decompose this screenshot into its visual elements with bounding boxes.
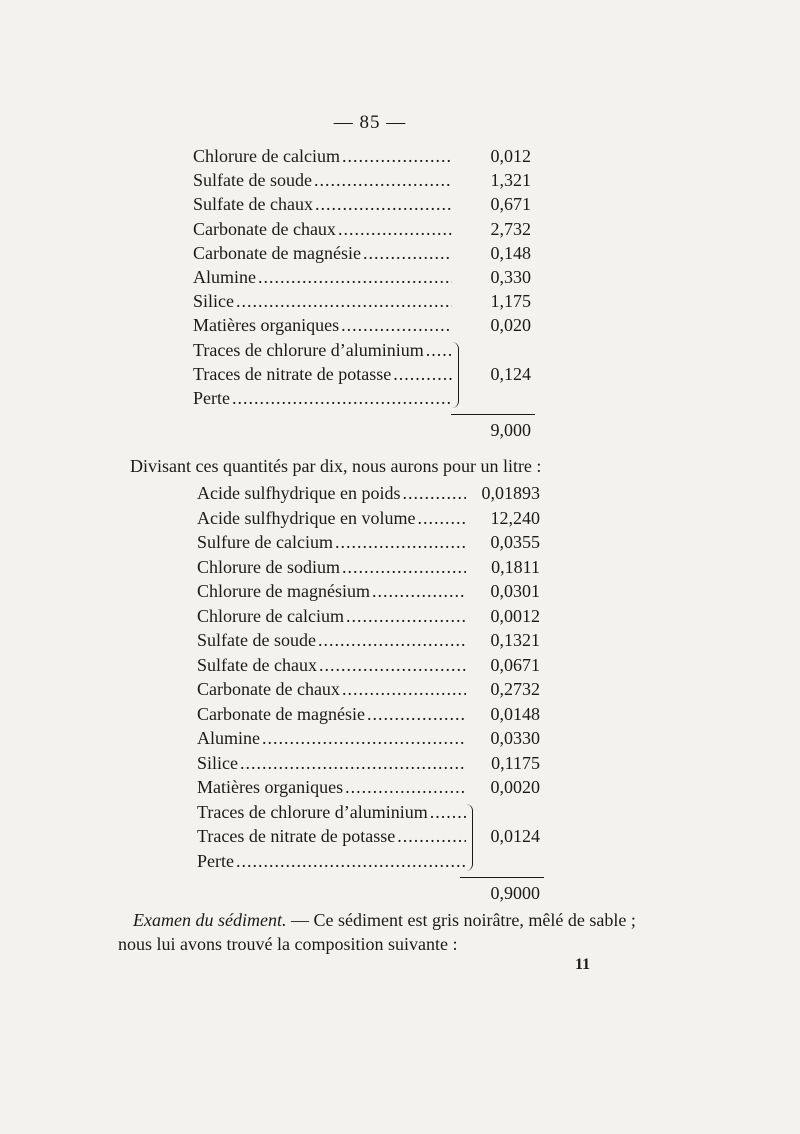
row-value: 0,1321 (490, 630, 540, 650)
table-row (193, 241, 456, 265)
row-label: Traces de nitrate de potasse (197, 826, 396, 846)
row-label: Carbonate de chaux (197, 679, 340, 699)
row-label: Sulfate de soude (197, 630, 316, 650)
row-label: Carbonate de chaux (193, 218, 336, 239)
row-label: Carbonate de magnésie (197, 703, 365, 724)
traces-value: 0,0124 (490, 826, 540, 846)
table-row (197, 800, 470, 824)
row-value: 0,0355 (490, 532, 540, 552)
row-label: Chlorure de calcium (193, 146, 340, 166)
row-label: Matières organiques (193, 315, 340, 336)
row-value: 0,0330 (490, 728, 540, 748)
row-value: 0,148 (490, 242, 531, 263)
row-value: 0,671 (490, 194, 531, 215)
table-row (197, 849, 470, 873)
leader-dots (232, 386, 452, 410)
row-label: Alumine (193, 267, 256, 287)
total-value: 9,000 (490, 420, 531, 441)
row-label: Sulfate de chaux (193, 194, 313, 215)
table-row (193, 289, 456, 313)
row-value: 0,0671 (490, 654, 540, 675)
row-value: 0,0020 (490, 777, 540, 797)
row-value: 2,732 (490, 218, 531, 239)
leader-dots (426, 338, 452, 362)
total-rule (451, 414, 535, 415)
row-value: 0,330 (490, 267, 531, 287)
traces-value: 0,124 (490, 363, 531, 384)
row-label: Traces de chlorure d’aluminium (197, 801, 428, 822)
row-value: 1,175 (490, 291, 531, 312)
row-label: Perte (193, 388, 230, 408)
row-label: Acide sulfhydrique en volume (197, 507, 416, 528)
row-value: 0,0012 (490, 605, 540, 626)
sediment-text: — Ce sédiment est gris noirâtre, mêlé de sable ; (290, 910, 636, 930)
table-row (193, 144, 456, 168)
table-row (193, 386, 456, 410)
row-value: 0,0301 (490, 581, 540, 601)
table-row (193, 313, 456, 337)
leader-dots (236, 849, 466, 873)
row-label: Matières organiques (197, 777, 344, 797)
row-value: 0,1811 (491, 556, 540, 577)
row-value: 0,1175 (491, 752, 540, 773)
leader-dots (236, 289, 452, 313)
page-number: — 85 — (333, 112, 407, 133)
row-label: Silice (197, 752, 238, 773)
row-value: 0,2732 (490, 679, 540, 699)
row-value: 0,0148 (490, 703, 540, 724)
sediment-paragraph-line-2: nous lui avons trouvé la composition suivante : (118, 934, 458, 954)
row-label: Silice (193, 291, 234, 312)
row-label: Sulfate de soude (193, 170, 312, 191)
signature-mark: 11 (575, 956, 591, 973)
leader-dots (430, 800, 466, 824)
table-row (193, 338, 456, 362)
row-label: Chlorure de sodium (197, 556, 340, 577)
sediment-heading: Examen du sédiment. (133, 910, 287, 930)
row-label: Carbonate de magnésie (193, 242, 361, 263)
row-label: Acide sulfhydrique en poids (197, 483, 401, 503)
row-label: Traces de chlorure d’aluminium (193, 339, 424, 360)
total-value: 0,9000 (490, 883, 540, 903)
row-label: Sulfure de calcium (197, 532, 333, 552)
row-value: 12,240 (490, 507, 540, 528)
row-label: Sulfate de chaux (197, 654, 317, 675)
sediment-paragraph-line-1 (133, 910, 636, 931)
row-label: Alumine (197, 728, 260, 748)
table-row (193, 217, 456, 241)
total-rule (460, 877, 544, 878)
row-value: 1,321 (490, 170, 531, 191)
row-value: 0,020 (490, 315, 531, 336)
row-value: 0,012 (490, 146, 531, 166)
table-row (193, 362, 456, 386)
row-label: Chlorure de magnésium (197, 581, 370, 601)
table-row (193, 192, 456, 216)
table-row (193, 265, 456, 289)
row-label: Chlorure de calcium (197, 605, 344, 626)
row-label: Traces de nitrate de potasse (193, 363, 392, 384)
intro-paragraph: Divisant ces quantités par dix, nous aurons pour un litre : (130, 456, 542, 476)
table-row (193, 168, 456, 192)
row-label: Perte (197, 850, 234, 871)
row-value: 0,01893 (481, 483, 540, 503)
